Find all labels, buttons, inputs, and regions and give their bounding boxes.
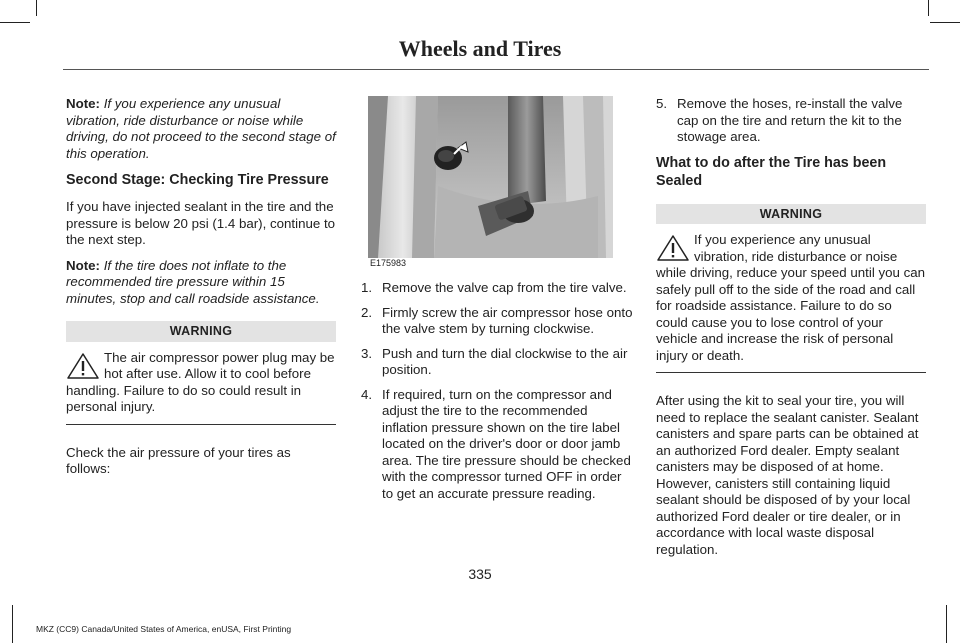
body-paragraph: Check the air pressure of your tires as follows: [66, 444, 291, 476]
list-item [361, 305, 633, 338]
list-item [361, 346, 633, 379]
warning-box [656, 232, 926, 364]
header-divider [63, 69, 929, 70]
warning-divider [66, 424, 336, 425]
step-number: 5. [656, 96, 668, 111]
column-middle [361, 96, 633, 510]
body-paragraph: If you have injected sealant in the tire and the pressure is below 20 psi (1.4 bar), continue to the next step. [66, 199, 336, 247]
step-text: Remove the valve cap from the tire valve. [382, 280, 627, 295]
note-text: If the tire does not inflate to the recommended tire pressure within 15 minutes, stop and call roadside assistance. [66, 257, 320, 306]
step-text: Firmly screw the air compressor hose onto the valve stem by turning clockwise. [382, 304, 633, 336]
crop-mark [930, 22, 960, 23]
valve-cap-illustration [368, 96, 613, 258]
note-label: Note: [66, 257, 100, 273]
note-label: Note: [66, 96, 100, 111]
figure-code: E175983 [370, 257, 407, 268]
warning-divider [656, 372, 926, 373]
step-text: If required, turn on the compressor and adjust the tire to the recommended inflation pressure shown on the tire label located on the driver's door or door jamb area. The tire pressure should be checked with the compressor turned OFF in order to get an accurate pressure reading. [382, 386, 631, 501]
section-heading: What to do after the Tire has been Sealed [656, 154, 887, 189]
steps-list-continued [656, 96, 926, 146]
valve-figure [368, 96, 613, 268]
crop-mark [946, 605, 947, 643]
warning-box [66, 350, 336, 416]
crop-mark [36, 0, 37, 16]
step-number: 1. [361, 280, 373, 295]
step-number: 3. [361, 345, 373, 361]
page-number: 335 [468, 566, 492, 582]
warning-text: If you experience any unusual vibration, ride disturbance or noise while driving, reduce your speed until you can safely pull off to the side of the road and call for roadside assistance. Failure to do so could cause you to lose control of your vehicle and increase the risk of personal injury or death. [656, 232, 926, 363]
step-number: 4. [361, 386, 373, 402]
warning-triangle-icon [66, 352, 100, 380]
crop-mark [0, 22, 30, 23]
page-title: Wheels and Tires [398, 36, 562, 61]
step-text: Push and turn the dial clockwise to the air position. [382, 345, 628, 377]
warning-text: The air compressor power plug may be hot after use. Allow it to cool before handling. Failure to do so could result in personal injury. [66, 349, 335, 414]
list-item [361, 280, 633, 297]
section-heading: Second Stage: Checking Tire Pressure [66, 172, 329, 188]
column-left [66, 96, 336, 487]
warning-triangle-icon [656, 234, 690, 262]
column-right [656, 96, 926, 567]
crop-mark [12, 605, 13, 643]
steps-list [361, 280, 633, 502]
crop-mark [928, 0, 929, 16]
note-text: If you experience any unusual vibration, ride disturbance or noise while driving, do not proceed to the second stage of this operation. [66, 96, 336, 161]
step-text: Remove the hoses, re-install the valve cap on the tire and return the kit to the stowage area. [677, 96, 903, 144]
body-paragraph: After using the kit to seal your tire, you will need to replace the sealant canister. Sealant canisters and spare parts can be obtained at an authorized Ford dealer. Empty sealant canisters may be disposed of at home. However, canisters still containing liquid sealant should be disposed of by your local authorized Ford dealer or tire dealer, or in accordance with local waste disposal regulation. [656, 393, 919, 557]
step-number: 2. [361, 304, 373, 320]
warning-banner: WARNING [66, 321, 336, 342]
warning-banner: WARNING [656, 204, 926, 225]
footer-text: MKZ (CC9) Canada/United States of America, enUSA, First Printing [36, 624, 292, 634]
note-paragraph [66, 258, 336, 308]
list-item [656, 96, 926, 146]
note-paragraph [66, 96, 336, 162]
list-item [361, 387, 633, 503]
